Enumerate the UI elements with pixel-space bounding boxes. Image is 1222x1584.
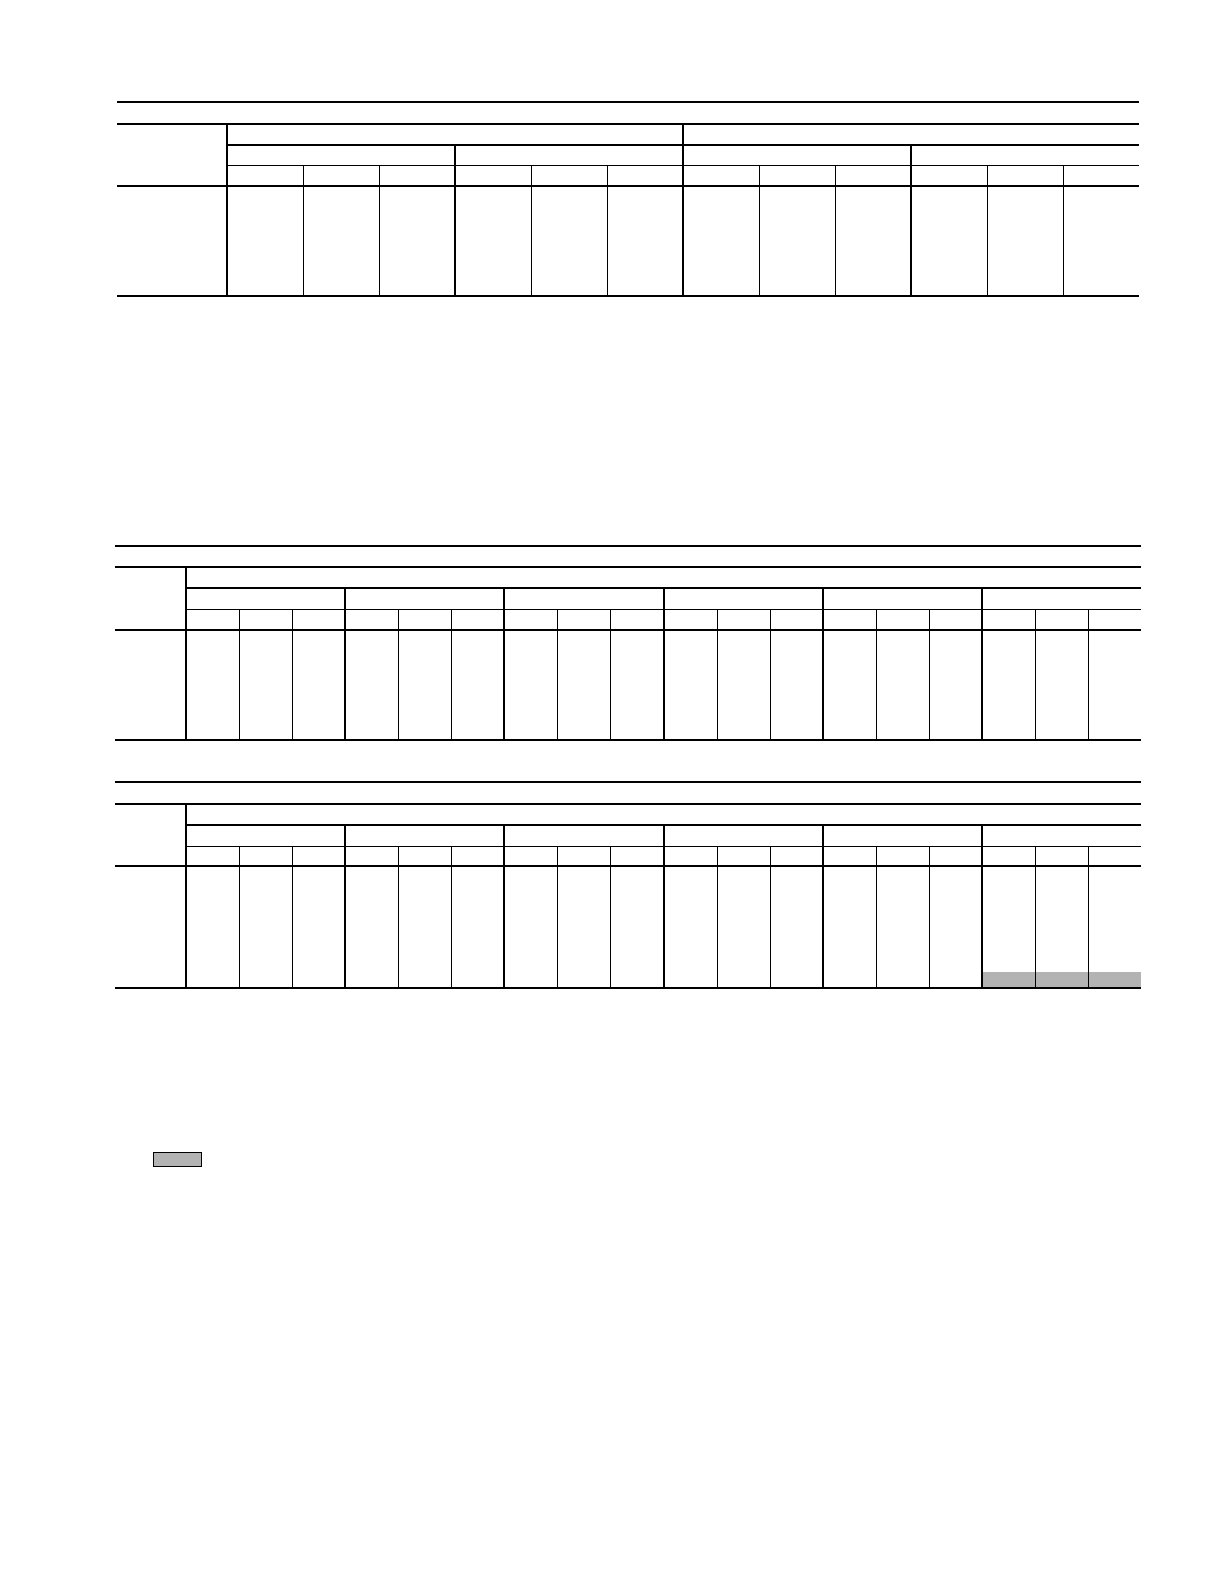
table-2-subgroup-separator — [503, 588, 505, 740]
table-2-column-separator — [1035, 609, 1036, 740]
table-3-column-separator — [610, 846, 611, 988]
table-3-bottom-rule — [115, 987, 1141, 989]
table-3-column-separator — [770, 846, 771, 988]
table-1-subgroup-separator — [454, 145, 456, 296]
table-1-subgroup-separator — [910, 145, 912, 296]
table-2-column-separator — [1088, 609, 1089, 740]
table-2-top-rule — [115, 545, 1141, 547]
table-1-column-separator — [1063, 165, 1064, 296]
table-3-column-separator — [451, 846, 452, 988]
table-3-subgroup-separator — [822, 825, 824, 988]
table-1-body-rule — [117, 185, 1139, 187]
table-1-group-separator — [682, 124, 684, 296]
table-2-subgroup-separator — [822, 588, 824, 740]
table-1-column-separator — [987, 165, 988, 296]
legend-shading-swatch — [153, 1152, 202, 1167]
table-2-column-separator — [398, 609, 399, 740]
table-3-column-separator — [929, 846, 930, 988]
table-1-header-rule — [117, 123, 1139, 125]
table-3-header-rule — [115, 803, 1141, 805]
table-3-top-rule — [115, 781, 1141, 783]
table-2-column-separator — [929, 609, 930, 740]
table-2-bottom-rule — [115, 739, 1141, 741]
table-1-column-separator — [607, 165, 608, 296]
table-3-column-separator — [1035, 846, 1036, 988]
table-3-subgroup-separator — [663, 825, 665, 988]
table-3-column-separator — [292, 846, 293, 988]
table-1-column-separator — [835, 165, 836, 296]
table-2-column-separator — [717, 609, 718, 740]
table-3-column-separator — [398, 846, 399, 988]
table-2-column-separator — [610, 609, 611, 740]
table-3-column-separator — [717, 846, 718, 988]
table-1-column-separator — [759, 165, 760, 296]
table-2-column-separator — [292, 609, 293, 740]
table-3-body-rule — [115, 865, 1141, 867]
table-2-column-separator — [451, 609, 452, 740]
table-3-column-separator — [876, 846, 877, 988]
table-1-bottom-rule — [117, 295, 1139, 297]
table-3-column-separator — [1088, 846, 1089, 988]
table-2-column-separator — [557, 609, 558, 740]
table-3-column-separator — [239, 846, 240, 988]
table-1-column-separator — [531, 165, 532, 296]
table-1-column-separator — [379, 165, 380, 296]
table-3-column-separator — [557, 846, 558, 988]
table-2-subgroup-separator — [663, 588, 665, 740]
table-2-column-separator — [770, 609, 771, 740]
table-1-column-separator — [303, 165, 304, 296]
table-2-column-separator — [876, 609, 877, 740]
table-3-subgroup-separator — [981, 825, 983, 988]
table-2-stub-separator — [185, 567, 187, 740]
table-1-top-rule — [117, 101, 1139, 103]
table-3-shaded-cell — [982, 972, 1141, 988]
table-2-header-rule — [115, 566, 1141, 568]
table-3-stub-separator — [185, 804, 187, 988]
table-3-subgroup-separator — [503, 825, 505, 988]
table-2-subgroup-separator — [981, 588, 983, 740]
table-3-subgroup-separator — [344, 825, 346, 988]
table-2-body-rule — [115, 629, 1141, 631]
table-2-column-separator — [239, 609, 240, 740]
table-1-stub-separator — [226, 124, 228, 296]
table-2-subgroup-separator — [344, 588, 346, 740]
